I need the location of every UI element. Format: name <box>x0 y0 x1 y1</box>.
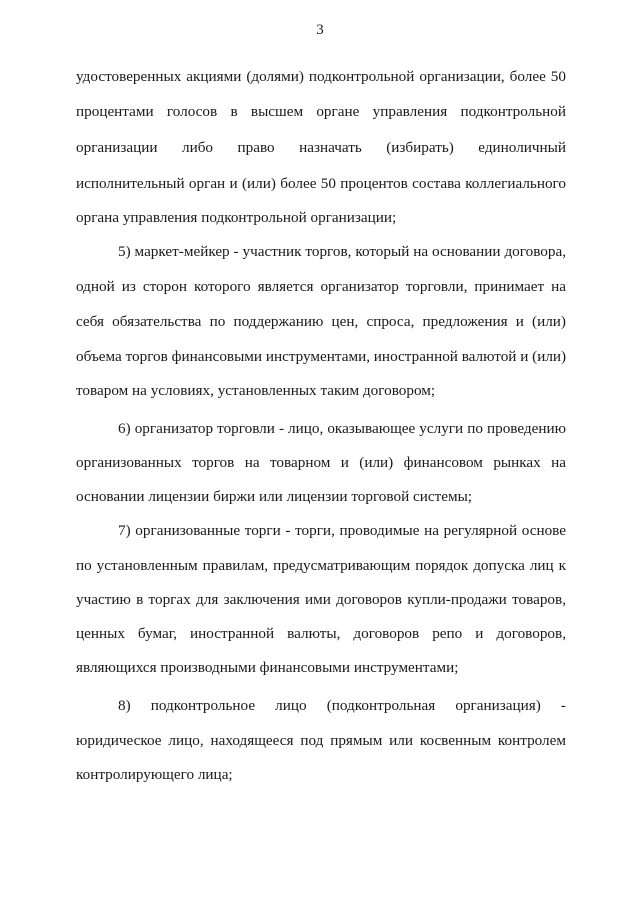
text-line: себя обязательства по поддержанию цен, спроса, предложения и (или) <box>76 313 566 330</box>
paragraph-start-line: 8) подконтрольное лицо (подконтрольная организация) - <box>118 697 566 714</box>
text-line: удостоверенных акциями (долями) подконтрольной организации, более 50 <box>76 68 566 85</box>
page-number: 3 <box>316 22 324 38</box>
text-line: основании лицензии биржи или лицензии торговой системы; <box>76 488 473 505</box>
text-line: ценных бумаг, иностранной валюты, договоров репо и договоров, <box>76 625 566 642</box>
text-line: товаром на условиях, установленных таким договором; <box>76 382 436 399</box>
text-line: контролирующего лица; <box>76 766 233 783</box>
paragraph-start-line: 6) организатор торговли - лицо, оказывающее услуги по проведению <box>118 420 566 437</box>
text-line: органа управления подконтрольной организации; <box>76 209 397 226</box>
text-line: участию в торгах для заключения ими договоров купли-продажи товаров, <box>76 591 566 608</box>
text-line: процентами голосов в высшем органе управления подконтрольной <box>76 103 566 120</box>
text-line: объема торгов финансовыми инструментами, иностранной валютой и (или) <box>76 348 567 365</box>
text-line: по установленным правилам, предусматривающим порядок допуска лиц к <box>76 557 566 574</box>
text-line: юридическое лицо, находящееся под прямым или косвенным контролем <box>76 732 566 749</box>
text-line: исполнительный орган и (или) более 50 процентов состава коллегиального <box>76 175 566 192</box>
paragraph-start-line: 7) организованные торги - торги, проводимые на регулярной основе <box>118 522 566 539</box>
text-line: организованных торгов на товарном и (или) финансовом рынках на <box>76 454 566 471</box>
text-line: одной из сторон которого является организатор торговли, принимает на <box>76 278 566 295</box>
text-line: организации либо право назначать (избирать) единоличный <box>76 139 566 156</box>
paragraph-start-line: 5) маркет-мейкер - участник торгов, который на основании договора, <box>118 243 566 260</box>
text-line: являющихся производными финансовыми инструментами; <box>76 659 459 676</box>
